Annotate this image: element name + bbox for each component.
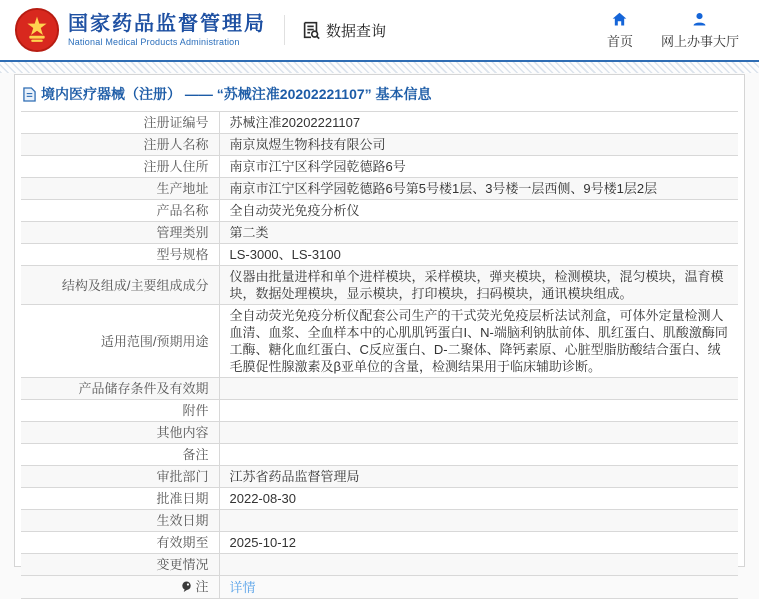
row-label-text: 结构及组成/主要组成成分 <box>61 277 209 293</box>
data-query-button[interactable] <box>301 20 386 41</box>
data-query-label: 数据查询 <box>326 22 387 40</box>
row-label <box>21 200 219 222</box>
row-label-text: 产品名称 <box>156 203 209 218</box>
row-label <box>21 112 219 134</box>
table-row <box>21 112 738 134</box>
nav-online-service-hall[interactable] <box>661 11 739 50</box>
row-value: 江苏省药品监督管理局 <box>219 466 738 488</box>
row-label-text: 适用范围/预期用途 <box>100 333 209 349</box>
site-subtitle: National Medical Products Administration <box>68 37 240 47</box>
row-label <box>21 422 219 444</box>
table-row <box>21 400 738 422</box>
row-label <box>21 222 219 244</box>
row-value <box>219 378 738 400</box>
nmpa-logo <box>14 7 266 53</box>
row-value <box>219 510 738 532</box>
row-label-text: 有效期至 <box>156 535 209 550</box>
document-search-icon <box>301 20 321 40</box>
table-row <box>21 488 738 510</box>
row-value: 苏械注准20202221107 <box>219 112 738 134</box>
row-label-text: 生产地址 <box>156 181 209 196</box>
row-value: 全自动荧光免疫分析仪 <box>219 200 738 222</box>
table-row <box>21 554 738 576</box>
row-label <box>21 554 219 576</box>
row-label-text: 批准日期 <box>156 491 209 506</box>
table-row <box>21 134 738 156</box>
row-label-text: 型号规格 <box>156 247 209 262</box>
row-label-text: 注册证编号 <box>143 115 209 130</box>
row-label-text: 其他内容 <box>156 425 209 440</box>
row-label <box>21 134 219 156</box>
row-label-text: 注 <box>195 579 209 594</box>
row-value: LS-3000、LS-3100 <box>219 244 738 266</box>
row-value: 第二类 <box>219 222 738 244</box>
row-label-text: 备注 <box>182 447 209 462</box>
row-label <box>21 532 219 554</box>
row-label-text: 变更情况 <box>156 557 209 572</box>
header-divider <box>284 15 285 45</box>
header <box>0 0 759 62</box>
row-value: 2025-10-12 <box>219 532 738 554</box>
row-label-text: 管理类别 <box>156 225 209 240</box>
hatch-band <box>0 62 759 73</box>
nav-online-service-hall-label: 网上办事大厅 <box>660 33 739 49</box>
nav-home-label: 首页 <box>606 33 633 49</box>
table-row <box>21 305 738 378</box>
table-row <box>21 200 738 222</box>
row-label-text: 注册人名称 <box>143 137 209 152</box>
row-value <box>219 576 738 599</box>
row-value: 南京市江宁区科学园乾德路6号 <box>219 156 738 178</box>
row-label-text: 附件 <box>182 403 209 418</box>
table-row <box>21 422 738 444</box>
row-value: 南京市江宁区科学园乾德路6号第5号楼1层、3号楼一层西侧、9号楼1层2层 <box>219 178 738 200</box>
row-value: 南京岚煜生物科技有限公司 <box>219 134 738 156</box>
row-value <box>219 400 738 422</box>
row-label <box>21 266 219 305</box>
row-value: 全自动荧光免疫分析仪配套公司生产的干式荧光免疫层析法试剂盒，可体外定量检测人血清、血浆、全血样本中的心肌肌钙蛋白I、N-端脑利钠肽前体、肌红蛋白、肌酸激酶同工酶、糖化血红蛋白、C反应蛋白、D-二聚体、降钙素原、心脏型脂肪酸结合蛋白、绒毛膜促性腺激素及β亚单位的含量，检测结果用于临床辅助诊断。 <box>219 305 738 378</box>
table-row <box>21 244 738 266</box>
row-label <box>21 488 219 510</box>
header-nav <box>607 11 745 50</box>
table-row <box>21 156 738 178</box>
table-row <box>21 576 738 599</box>
national-emblem-icon <box>14 7 60 53</box>
table-row <box>21 222 738 244</box>
table-row <box>21 444 738 466</box>
row-label <box>21 510 219 532</box>
row-label <box>21 244 219 266</box>
table-row <box>21 266 738 305</box>
details-link[interactable]: 详情 <box>229 579 256 595</box>
device-info-table-body <box>21 112 738 599</box>
row-label <box>21 178 219 200</box>
row-label-text: 注册人住所 <box>143 159 209 174</box>
page-title: 境内医疗器械（注册） —— “苏械注准20202221107” 基本信息 <box>41 86 432 102</box>
row-label <box>21 466 219 488</box>
page-title-bar <box>15 75 744 111</box>
table-row <box>21 466 738 488</box>
table-row <box>21 378 738 400</box>
row-label <box>21 400 219 422</box>
table-row <box>21 510 738 532</box>
row-label-text: 产品储存条件及有效期 <box>78 381 209 396</box>
content-box <box>14 74 745 595</box>
row-label <box>21 576 219 599</box>
user-icon <box>691 11 708 28</box>
nav-home[interactable] <box>607 11 633 50</box>
row-value <box>219 554 738 576</box>
note-icon <box>181 581 192 592</box>
row-label <box>21 444 219 466</box>
row-label <box>21 156 219 178</box>
row-label <box>21 378 219 400</box>
table-row <box>21 532 738 554</box>
site-title: 国家药品监督管理局 <box>68 13 266 35</box>
row-label-text: 审批部门 <box>156 469 209 484</box>
row-label <box>21 305 219 378</box>
row-label-text: 生效日期 <box>156 513 209 528</box>
row-value: 2022-08-30 <box>219 488 738 510</box>
row-value <box>219 444 738 466</box>
row-value: 仪器由批量进样和单个进样模块，采样模块，弹夹模块，检测模块，混匀模块，温育模块，数据处理模块，显示模块，打印模块，扫码模块，通讯模块组成。 <box>219 266 738 305</box>
device-info-table <box>21 111 738 599</box>
table-row <box>21 178 738 200</box>
document-icon <box>23 87 36 102</box>
home-icon <box>611 11 628 28</box>
row-value <box>219 422 738 444</box>
